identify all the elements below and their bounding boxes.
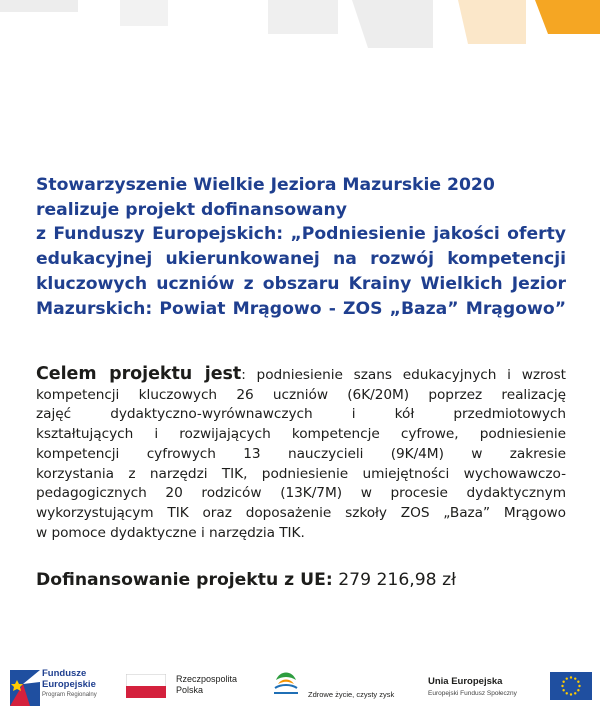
funding-label: Dofinansowanie projektu z UE: bbox=[36, 570, 333, 590]
goal-line: w pomoce dydaktyczne i narzędzia TIK. bbox=[36, 524, 305, 541]
header-bar bbox=[0, 0, 78, 12]
eu-star bbox=[574, 692, 576, 694]
project-goal bbox=[36, 365, 566, 543]
warmia-motto: Zdrowe życie, czysty zysk bbox=[308, 690, 395, 699]
funding-amount: 279 216,98 zł bbox=[338, 570, 456, 590]
eu-star bbox=[562, 689, 564, 691]
eu-star bbox=[578, 685, 580, 687]
heading-line: realizuje projekt dofinansowany bbox=[36, 199, 347, 220]
warmia-mazury-logo bbox=[272, 668, 412, 708]
eu-star bbox=[561, 685, 563, 687]
warmia-mazury-emblem-icon bbox=[272, 668, 300, 698]
eu-star bbox=[570, 693, 572, 695]
eu-star bbox=[577, 689, 579, 691]
project-heading bbox=[36, 173, 566, 321]
goal-line: kompetencji kluczowych 26 uczniów (6K/20M) poprzez realizację bbox=[36, 386, 566, 403]
header-bar bbox=[458, 0, 526, 44]
eu-star bbox=[566, 677, 568, 679]
goal-line: wykorzystującym TIK oraz doposażenie szkoły ZOS „Baza” Mrągowo bbox=[36, 504, 566, 521]
ue-line1: Unia Europejska bbox=[428, 676, 503, 687]
eu-star bbox=[562, 681, 564, 683]
eu-star bbox=[574, 677, 576, 679]
goal-label: Celem projektu jest bbox=[36, 364, 242, 384]
heading-line: Mazurskich: Powiat Mrągowo - ZOS „Baza” Mrągowo” bbox=[36, 298, 566, 319]
heading-line: edukacyjnej ukierunkowanej na rozwój kompetencji bbox=[36, 249, 566, 270]
rp-line2: Polska bbox=[176, 685, 204, 695]
goal-line: kompetencji cyfrowych 13 nauczycieli (9K/4M) w zakresie bbox=[36, 445, 566, 462]
heading-line: kluczowych uczniów z obszaru Krainy Wielkich Jezior bbox=[36, 273, 566, 294]
goal-text: : podniesienie szans edukacyjnych i wzrost bbox=[241, 367, 566, 383]
header-bar bbox=[535, 0, 600, 34]
logo-strip bbox=[0, 660, 600, 723]
goal-line: pedagogicznych 20 rodziców (13K/7M) w procesie dydaktycznym bbox=[36, 485, 566, 502]
goal-line: zajęć dydaktyczno-wyrównawczych i kół przedmiotowych bbox=[36, 406, 566, 423]
fe-line3: Program Regionalny bbox=[42, 692, 97, 698]
header-bar bbox=[120, 0, 168, 26]
fundusze-europejskie-logo bbox=[10, 666, 110, 714]
unia-europejska-logo bbox=[428, 670, 593, 710]
header-decoration bbox=[0, 0, 600, 60]
header-bar bbox=[352, 0, 433, 48]
goal-line: korzystania z narzędzi TIK, podniesienie umiejętności wychowawczo- bbox=[36, 465, 566, 482]
header-bar bbox=[268, 0, 338, 34]
eu-star bbox=[577, 681, 579, 683]
eu-star bbox=[566, 692, 568, 694]
heading-line: z Funduszy Europejskich: „Podniesienie jakości oferty bbox=[36, 224, 566, 245]
goal-line bbox=[36, 365, 566, 386]
eu-flag-icon bbox=[550, 672, 592, 700]
goal-line: kształtujących i rozwijających kompetencje cyfrowe, podniesienie bbox=[36, 426, 566, 443]
eu-star bbox=[570, 676, 572, 678]
funding-line bbox=[36, 570, 456, 590]
polish-flag-icon bbox=[126, 674, 166, 698]
heading-line: Stowarzyszenie Wielkie Jeziora Mazurskie 2020 bbox=[36, 175, 495, 195]
fe-line2: Europejskie bbox=[42, 678, 96, 690]
rp-line1: Rzeczpospolita bbox=[176, 674, 238, 684]
fe-line1: Fundusze bbox=[42, 668, 87, 679]
fundusze-star-icon bbox=[10, 670, 40, 706]
ue-line2: Europejski Fundusz Społeczny bbox=[428, 690, 517, 697]
rzeczpospolita-polska-logo bbox=[126, 672, 246, 708]
